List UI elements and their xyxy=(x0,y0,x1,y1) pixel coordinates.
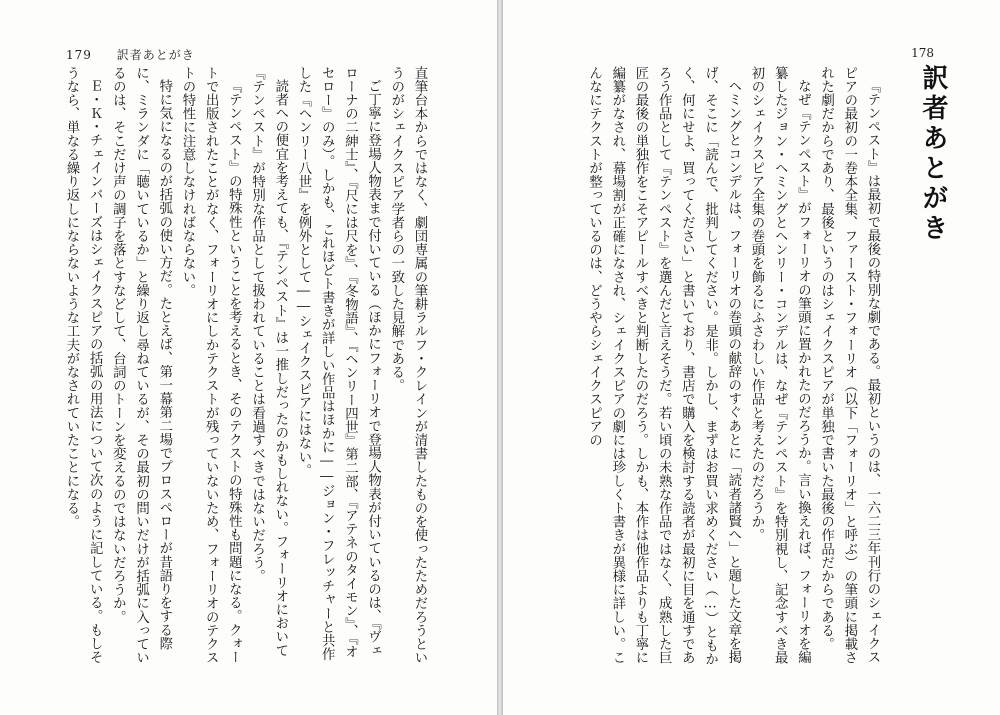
paragraph: 読者への便宜を考えても、『テンペスト』は一推しだったのかもしれない。フォーリオにおいて『テンペスト』が特別な作品として扱われていることは看過すべきではないだろう。 xyxy=(249,66,288,658)
left-page-number: 179 xyxy=(66,48,92,62)
paragraph: Ｅ・Ｋ・チェインバーズはシェイクスピアの括弧の用法について次のように記している。もしそうなら、単なる繰り返しにならないような工夫がなされていたことになる。 xyxy=(63,66,103,665)
left-page-body xyxy=(63,66,431,666)
paragraph: 特に気になるのが括弧の使い方だ。たとえば、第一幕第二場でプロスペローが昔語りをする際に、ミランダに「聴いているか」と繰り返し尋ねているが、その最初の問いだけが括弧に入っているのは、そこだけ声の調子を落とすなどして、台詞のトーンを変えるのではないだろうか。 xyxy=(110,66,172,665)
left-page xyxy=(0,0,497,715)
right-page xyxy=(503,0,1000,715)
running-head: 訳者あとがき xyxy=(116,48,195,62)
paragraph: ご丁寧に登場人物表まで付いている（ほかにフォーリオで登場人物表が付いているのは、『ヴェローナの二紳士』、『尺には尺を』、『冬物語』、『ヘンリー四世』第二部、『アテネのタイモン』、『オセロー』のみ）。しかも、これほどト書きが詳しい作品はほかに――ジョン・フレッチャーと共作した『ヘンリー八世』を例外として――シェイクスピアにはない。 xyxy=(295,66,381,661)
paragraph: 『テンペスト』の特殊性ということを考えるとき、そのテクストの特殊性も問題になる。クォートで出版されたことがなく、フォーリオにしかテクストが残っていないため、フォーリオのテクストの特性に注意しなければならない。 xyxy=(179,66,242,665)
chapter-title: 訳者あとがき xyxy=(918,64,948,244)
left-page-header xyxy=(66,46,195,63)
paragraph: なぜ『テンペスト』がフォーリオの筆頭に置かれたのだろうか。言い換えれば、フォーリオを編纂したジョン・ヘミングとヘンリー・コンデルは、なぜ『テンペスト』を特別視し、記念すべき最初のシェイクスピア全集の巻頭を飾るにふさわしい作品と考えたのだろうか。 xyxy=(748,66,811,665)
right-page-number: 178 xyxy=(911,46,934,60)
right-page-body xyxy=(544,66,884,666)
paragraph: 『テンペスト』は最初で最後の特別な劇である。最初というのは、一六二三年刊行のシェイクスピアの最初の一巻本全集、ファースト・フォーリオ（以下「フォーリオ」と呼ぶ）の筆頭に掲載された劇だからであり、最後というのはシェイクスピアが単独で書いた最後の作品だからである。 xyxy=(818,66,880,665)
paragraph: 直筆台本からではなく、劇団専属の筆耕ラルフ・クレインが清書したものを使ったためだろうというのがシェイクスピア学者らの一致した見解である。 xyxy=(388,66,427,665)
paragraph: ヘミングとコンデルは、フォーリオの巻頭の献辞のすぐあとに「読者諸賢へ」と題した文章を掲げ、そこに「読んで、批判してください。是非。しかし、まずはお買い求めください（…）ともかく、何にせよ、買ってください」と書いており、書店で購入を検討する読者が最初に目を通すであろう作品として『テンペスト』を選んだと言えそうだ。若い頃の未熟な作品ではなく、成熟した巨匠の最後の単独作をこそアピールすべきと判断したのだろう。しかも、本作は他作品よりも丁寧に編纂がなされ、幕場割が正確になされ、シェイクスピアの劇には珍しくト書きが異様に詳しい。こんなにテクストが整っているのは、どうやらシェイクスピアの xyxy=(586,66,741,666)
